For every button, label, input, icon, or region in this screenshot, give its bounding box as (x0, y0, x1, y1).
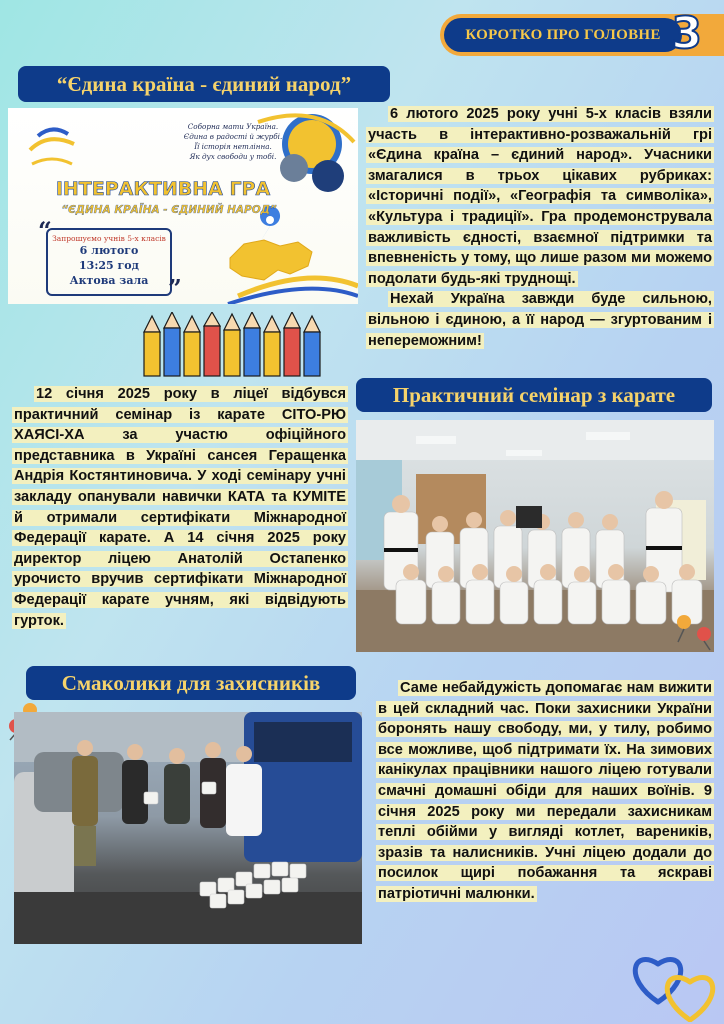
poster-invite-text: Запрошуємо учнів 5-х класів (52, 234, 166, 243)
header-pill (444, 18, 682, 52)
open-quote-icon: “ (38, 216, 52, 245)
poem-line: Соборна мати Україна. (187, 122, 279, 131)
volunteers-photo (14, 712, 362, 944)
page-number: 3 (671, 8, 702, 59)
header-tab (440, 8, 724, 59)
karate-photo-scene (356, 420, 714, 652)
poem-line: Єдина в радості й журбі. (183, 132, 283, 141)
section1-heading-text: “Єдина країна - єдиний народ” (56, 71, 352, 96)
section3-heading (26, 666, 356, 700)
section2-paragraph: 12 січня 2025 року в ліцеї відбувся практичний семінар із карате СІТО-РЮ ХАЯСІ-ХА за участю офіційного представника в Україні сансея Геращенка Андрія Костянтиновича. У ході семінару учні закладу опанували навички КАТА та КУМІТЕ й отримали сертифікати Міжнародної Федерації карате. А 14 січня 2025 року директор ліцею Анатолій Остапенко урочисто вручив сертифікати Міжнародної Федерації карате учням, які відвідують гурток. (14, 386, 346, 629)
volunteers-photo-scene (14, 712, 362, 944)
section1-heading (18, 66, 390, 102)
section1-text (366, 104, 714, 351)
section3-heading-text: Смаколики для захисників (61, 670, 321, 695)
section1-paragraph1: 6 лютого 2025 року учні 5-х класів взяли участь в інтерактивно-розважальній грі «Єдина країна – єдиний народ». Учасники змагалися в трьох цікавих рубриках: «Історичні події», «Географія та символіка», «Культура і традиції». Гра продемонструвала важливість єдності, взаємної підтримки та впевненість у тому, що лише разом ми можемо подолати будь-які труднощі. (368, 106, 712, 287)
poster-time: 13:25 год (79, 259, 139, 272)
hearts-icon (628, 944, 720, 1022)
pushpins-right-icon (672, 612, 718, 652)
pencils-icon (140, 312, 336, 378)
karate-photo (356, 420, 714, 652)
section3-text (376, 678, 714, 905)
game-poster (8, 108, 358, 304)
poster-poem (158, 122, 308, 162)
ukraine-map-icon (230, 240, 312, 280)
poster-invite-box (46, 228, 172, 296)
close-quote-icon: ” (168, 274, 182, 303)
section2-text (12, 384, 348, 631)
sun-logo-icon (30, 129, 74, 164)
poster-subtitle: “ЄДИНА КРАЇНА - ЄДИНИЙ НАРОД” (61, 204, 277, 216)
section3-paragraph: Саме небайдужість допомагає нам вижити в цей складний час. Поки захисники України боронять нашу свободу, ми, у тилу, робимо все можливе, щоб підтримати їх. На зимових канікулах працівники нашого ліцею готували смачні домашні обіди для наших воїнів. 9 січня 2025 року ми передали захисникам теплі обійми у вигляді котлет, вареників, зразів та налисників. Учні ліцею додали до посилок щирі побажання та яскраві патріотичні малюнки. (378, 680, 712, 902)
poem-line: Як дух свободи у тобі. (189, 152, 277, 161)
section2-heading (356, 378, 712, 412)
poster-place: Актова зала (69, 274, 149, 287)
section1-paragraph2: Нехай Україна завжди буде сильною, вільною і єдиною, а її народ — згуртованим і непереможним! (368, 291, 712, 349)
header-title: КОРОТКО ПРО ГОЛОВНЕ (465, 26, 661, 43)
poem-line: Її історія нетлінна. (194, 142, 272, 151)
poster-date: 6 лютого (79, 244, 139, 257)
poster-title: ІНТЕРАКТИВНА ГРА (55, 178, 271, 200)
section2-heading-text: Практичний семінар з карате (392, 382, 676, 407)
